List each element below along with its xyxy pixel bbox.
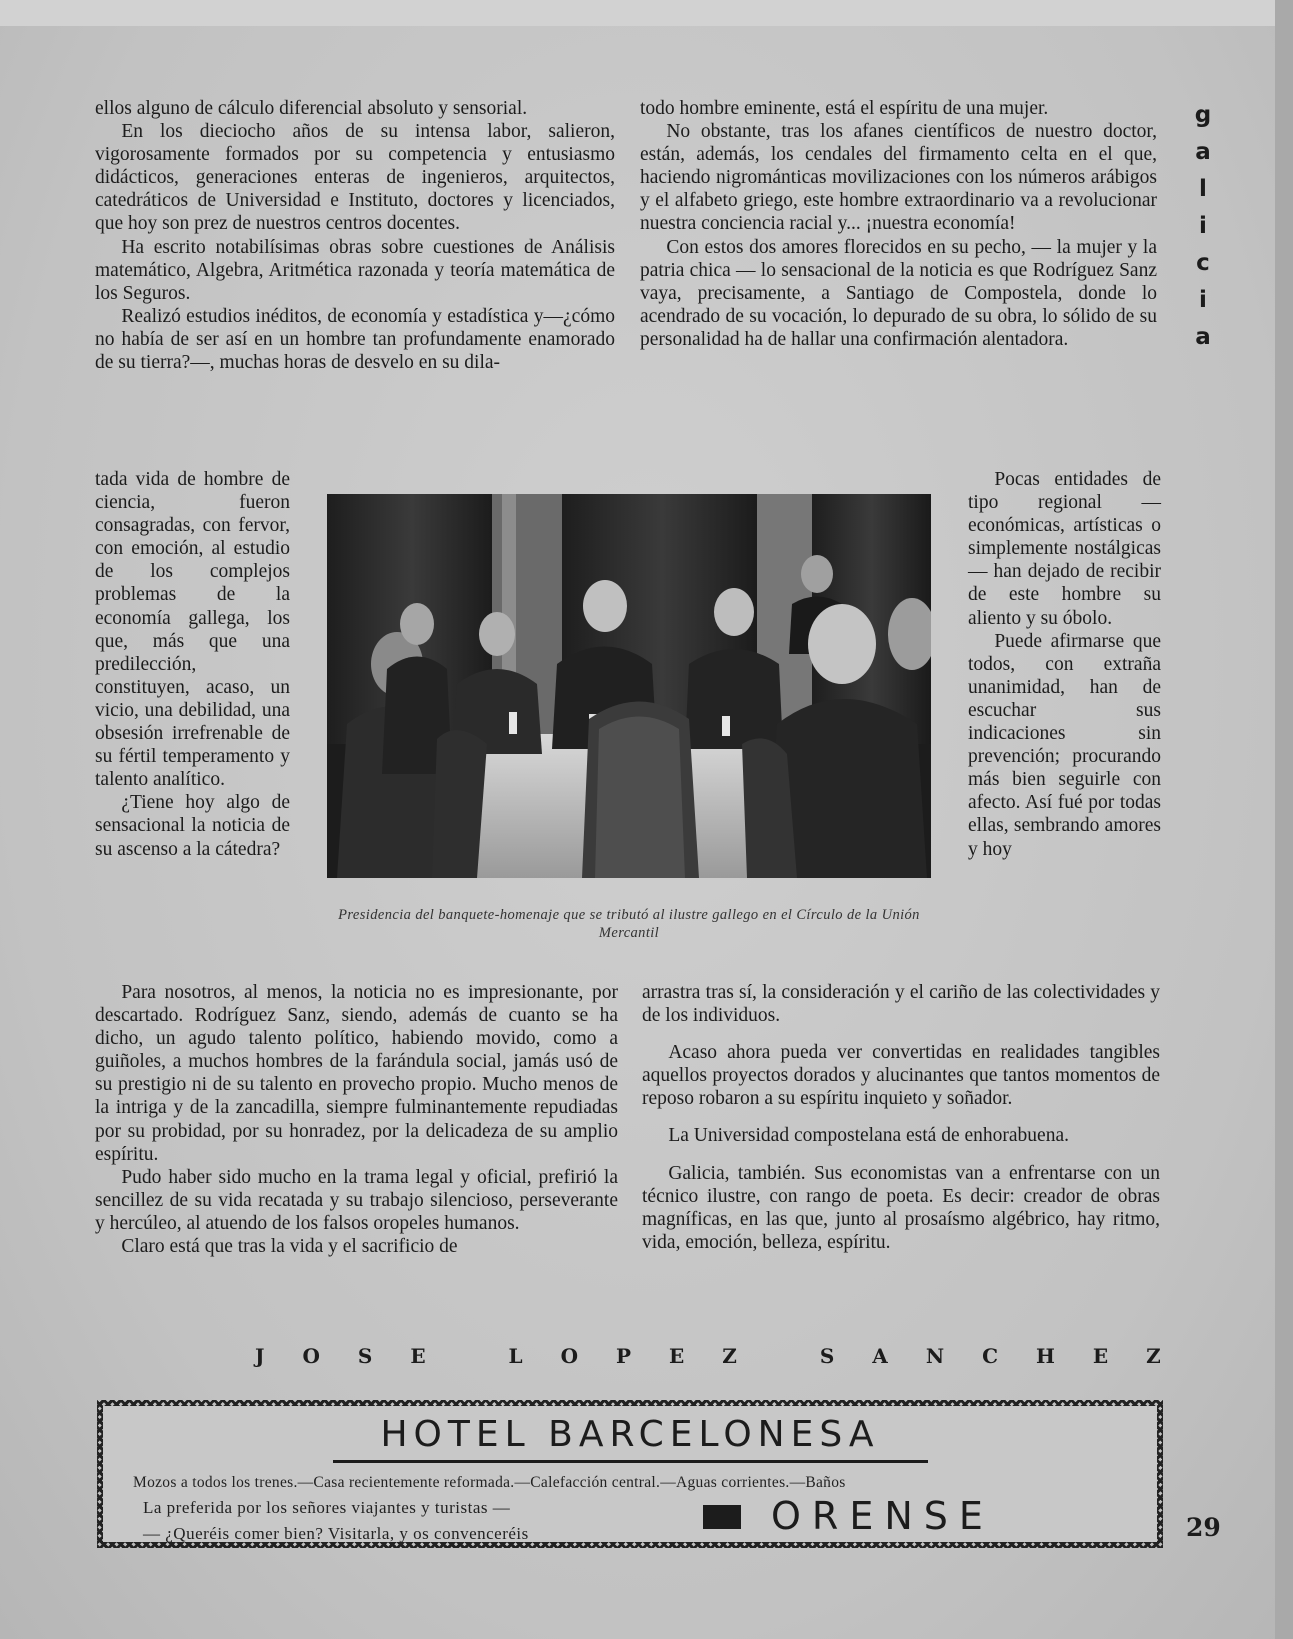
title-underline bbox=[333, 1460, 928, 1463]
vertical-title-letter: g bbox=[1194, 102, 1212, 128]
banquet-photo-image bbox=[327, 494, 931, 878]
ad-black-block bbox=[703, 1505, 741, 1529]
paragraph: Ha escrito notabilísimas obras sobre cuestiones de Análisis matemático, Algebra, Aritmética razonada y teoría matemática de los Seguros. bbox=[95, 236, 615, 304]
vertical-title-letter: a bbox=[1195, 139, 1211, 165]
right-column-bottom bbox=[642, 981, 1160, 1254]
left-column-beside-photo bbox=[95, 468, 290, 861]
vertical-title-letter: c bbox=[1196, 250, 1210, 276]
paragraph: Puede afirmarse que todos, con extraña unanimidad, han de escuchar sus indicaciones sin prevención; procurando más bien seguirle con afecto. Así fué por todas ellas, sembrando amores y hoy bbox=[968, 630, 1161, 860]
vertical-magazine-title bbox=[1188, 97, 1218, 356]
paragraph: Acaso ahora pueda ver convertidas en realidades tangibles aquellos proyectos dorados y alucinantes que tantos momentos de reposo robaron a su espíritu inquieto y soñador. bbox=[642, 1042, 1160, 1110]
paragraph: Con estos dos amores florecidos en su pecho, — la mujer y la patria chica — lo sensacional de la noticia es que Rodríguez Sanz vaya, precisamente, a Santiago de Compostela, donde lo acendrado de su vocación, lo depurado de su obra, lo sólido de su personalidad ha de hallar una confirmación alentadora. bbox=[640, 236, 1157, 350]
hotel-name: HOTEL BARCELONESA bbox=[380, 1414, 880, 1455]
hotel-advertisement bbox=[97, 1400, 1163, 1548]
paragraph: En los dieciocho años de su intensa labor, salieron, vigorosamente formados por su competencia y entusiasmo didácticos, generaciones enteras de ingenieros, arquitectos, catedráticos de Universidad e Instituto, doctores y licenciados, que hoy son prez de nuestros centros docentes. bbox=[95, 121, 615, 235]
author-signature: JOSE LOPEZ SANCHEZ bbox=[255, 1344, 1199, 1368]
paragraph: arrastra tras sí, la consideración y el cariño de las colectividades y de los individuos. bbox=[642, 982, 1160, 1027]
ad-preference-line: La preferida por los señores viajantes y turistas — bbox=[143, 1498, 511, 1517]
paragraph: La Universidad compostelana está de enhorabuena. bbox=[668, 1125, 1069, 1147]
hotel-city: ORENSE bbox=[771, 1494, 994, 1538]
left-column-bottom bbox=[95, 981, 618, 1258]
page-number: 29 bbox=[1186, 1513, 1221, 1542]
advertisement-panel bbox=[103, 1406, 1157, 1542]
right-column-top bbox=[640, 97, 1157, 351]
page-right-edge bbox=[1275, 0, 1293, 1639]
right-column-beside-photo bbox=[968, 468, 1161, 861]
paragraph: No obstante, tras los afanes científicos de nuestro doctor, están, además, los cendales del firmamento celta en el que, haciendo nigrománticas movilizaciones con los números arábigos y el alfabeto griego, este hombre extraordinario va a revolucionar nuestra conciencia racial y... ¡nuestra economía! bbox=[640, 121, 1157, 235]
ad-slogan-line: — ¿Queréis comer bien? Visitarla, y os convenceréis bbox=[143, 1524, 529, 1543]
paragraph: tada vida de hombre de ciencia, fueron consagradas, con fervor, con emoción, al estudio de los complejos problemas de la economía gallega, los que, más que una predilección, constituyen, acaso, un vicio, una debilidad, una obsesión irrefrenable de su fértil temperamento y talento analítico. bbox=[95, 469, 290, 791]
photo-caption: Presidencia del banquete-homenaje que se tributó al ilustre gallego en el Círculo de la Unión Mercantil bbox=[338, 907, 920, 941]
ad-services-line: Mozos a todos los trenes.—Casa recientemente reformada.—Calefacción central.—Aguas corrientes.—Baños bbox=[133, 1474, 846, 1491]
paragraph: todo hombre eminente, está el espíritu de una mujer. bbox=[640, 98, 1049, 119]
paragraph: Realizó estudios inéditos, de economía y estadística y—¿cómo no había de ser así en un hombre tan profundamente enamorado de su tierra?—, muchas horas de desvelo en su dila- bbox=[95, 305, 615, 374]
page-top-edge bbox=[0, 0, 1293, 26]
vertical-title-letter: i bbox=[1199, 287, 1207, 313]
vertical-title-letter: a bbox=[1195, 324, 1211, 350]
paragraph: Pocas entidades de tipo regional — económicas, artísticas o simplemente nostálgicas — han dejado de recibir de este hombre su aliento y su óbolo. bbox=[968, 469, 1161, 629]
paragraph: ellos alguno de cálculo diferencial absoluto y sensorial. bbox=[95, 98, 528, 119]
left-column-top bbox=[95, 97, 615, 374]
paragraph: Galicia, también. Sus economistas van a enfrentarse con un técnico ilustre, con rango de poeta. Es decir: creador de obras magníficas, en las que, junto al prosaísmo algébrico, hay ritmo, vida, emoción, belleza, espíritu. bbox=[642, 1162, 1160, 1253]
banquet-photo bbox=[327, 494, 931, 878]
paragraph: Pudo haber sido mucho en la trama legal y oficial, prefirió la sencillez de su vida recatada y su trabajo silencioso, perseverante y hercúleo, al atuendo de los falsos oropeles humanos. bbox=[95, 1166, 618, 1234]
paragraph: Para nosotros, al menos, la noticia no es impresionante, por descartado. Rodríguez Sanz, siendo, además de cuanto se ha dicho, un agudo talento político, habiendo movido, como a guiñoles, a muchos hombres de la farándula social, jamás usó de su prestigio ni de su talento en provecho propio. Mucho menos de la intriga y de la zancadilla, siempre fulminantemente repudiadas por su probidad, por su honradez, por la delicadeza de su amplio espíritu. bbox=[95, 982, 618, 1165]
vertical-title-letter: l bbox=[1199, 176, 1207, 202]
paragraph: ¿Tiene hoy algo de sensacional la noticia de su ascenso a la cátedra? bbox=[95, 792, 290, 860]
vertical-title-letter: i bbox=[1199, 213, 1207, 239]
paragraph: Claro está que tras la vida y el sacrificio de bbox=[121, 1236, 458, 1258]
